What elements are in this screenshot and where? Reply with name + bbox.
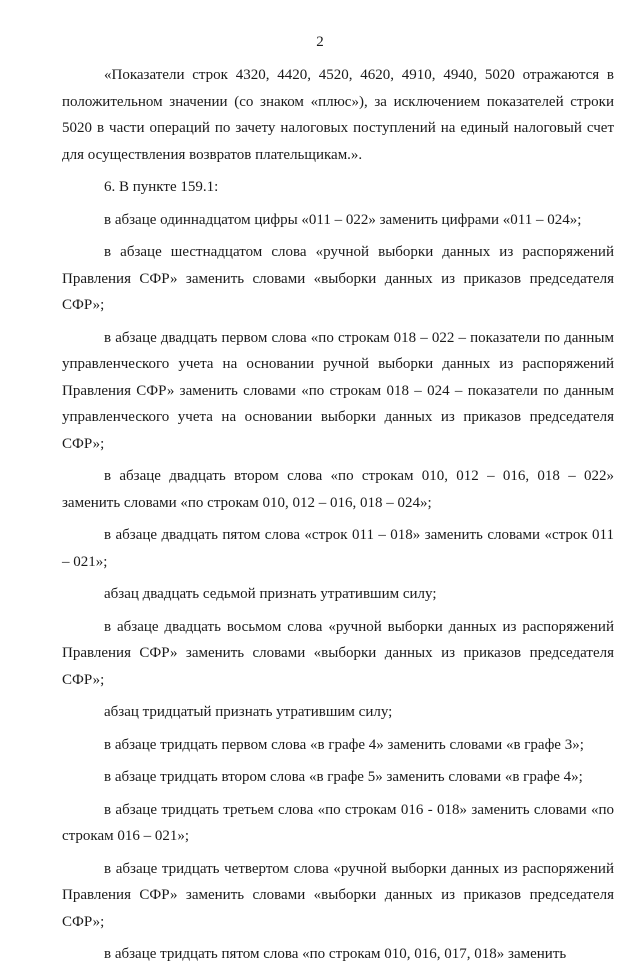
paragraph-10: абзац тридцатый признать утратившим силу; [104,704,393,720]
paragraph-6: в абзаце двадцать втором слова «по строкам 010, 012 – 016, 018 – 022» заменить словами «по строкам 010, 012 – 016, 018 – 024»; [62,468,614,511]
paragraph-1: «Показатели строк 4320, 4420, 4520, 4620, 4910, 4940, 5020 отражаются в положительном значении (со знаком «плюс»), за исключением показателей строки 5020 в части операций по зачету налоговых поступлений на единый налоговый счет для осуществления возвратов плательщикам.». [62,67,614,163]
page-number: 2 [316,34,324,50]
paragraph-7: в абзаце двадцать пятом слова «строк 011 – 018» заменить словами «строк 011 – 021»; [62,527,614,570]
paragraph-3: в абзаце одиннадцатом цифры «011 – 022» заменить цифрами «011 – 024»; [104,211,582,228]
paragraph-14: в абзаце тридцать четвертом слова «ручной выборки данных из распоряжений Правления СФР» заменить словами «выборки данных из приказов председателя СФР»; [62,860,614,930]
document-body [62,62,614,974]
paragraph-2: 6. В пункте 159.1: [104,179,219,195]
paragraph-13: в абзаце тридцать третьем слова «по строкам 016 - 018» заменить словами «по строкам 016 – 021»; [62,801,614,844]
paragraph-12: в абзаце тридцать втором слова «в графе 5» заменить словами «в графе 4»; [104,769,583,785]
paragraph-15: в абзаце тридцать пятом слова «по строкам 010, 016, 017, 018» заменить [104,946,567,962]
paragraph-5: в абзаце двадцать первом слова «по строкам 018 – 022 – показатели по данным управленческого учета на основании ручной выборки данных из распоряжений Правления СФР» заменить словами «по строкам 018 – 024 – показатели по данным управленческого учета на основании выборки данных из приказов председателя СФР»; [62,329,614,452]
paragraph-11: в абзаце тридцать первом слова «в графе 4» заменить словами «в графе 3»; [104,736,584,753]
paragraph-8: абзац двадцать седьмой признать утратившим силу; [104,586,437,602]
paragraph-4: в абзаце шестнадцатом слова «ручной выборки данных из распоряжений Правления СФР» заменить словами «выборки данных из приказов председателя СФР»; [62,244,614,313]
paragraph-9: в абзаце двадцать восьмом слова «ручной выборки данных из распоряжений Правления СФР» заменить словами «выборки данных из приказов председателя СФР»; [62,618,614,688]
